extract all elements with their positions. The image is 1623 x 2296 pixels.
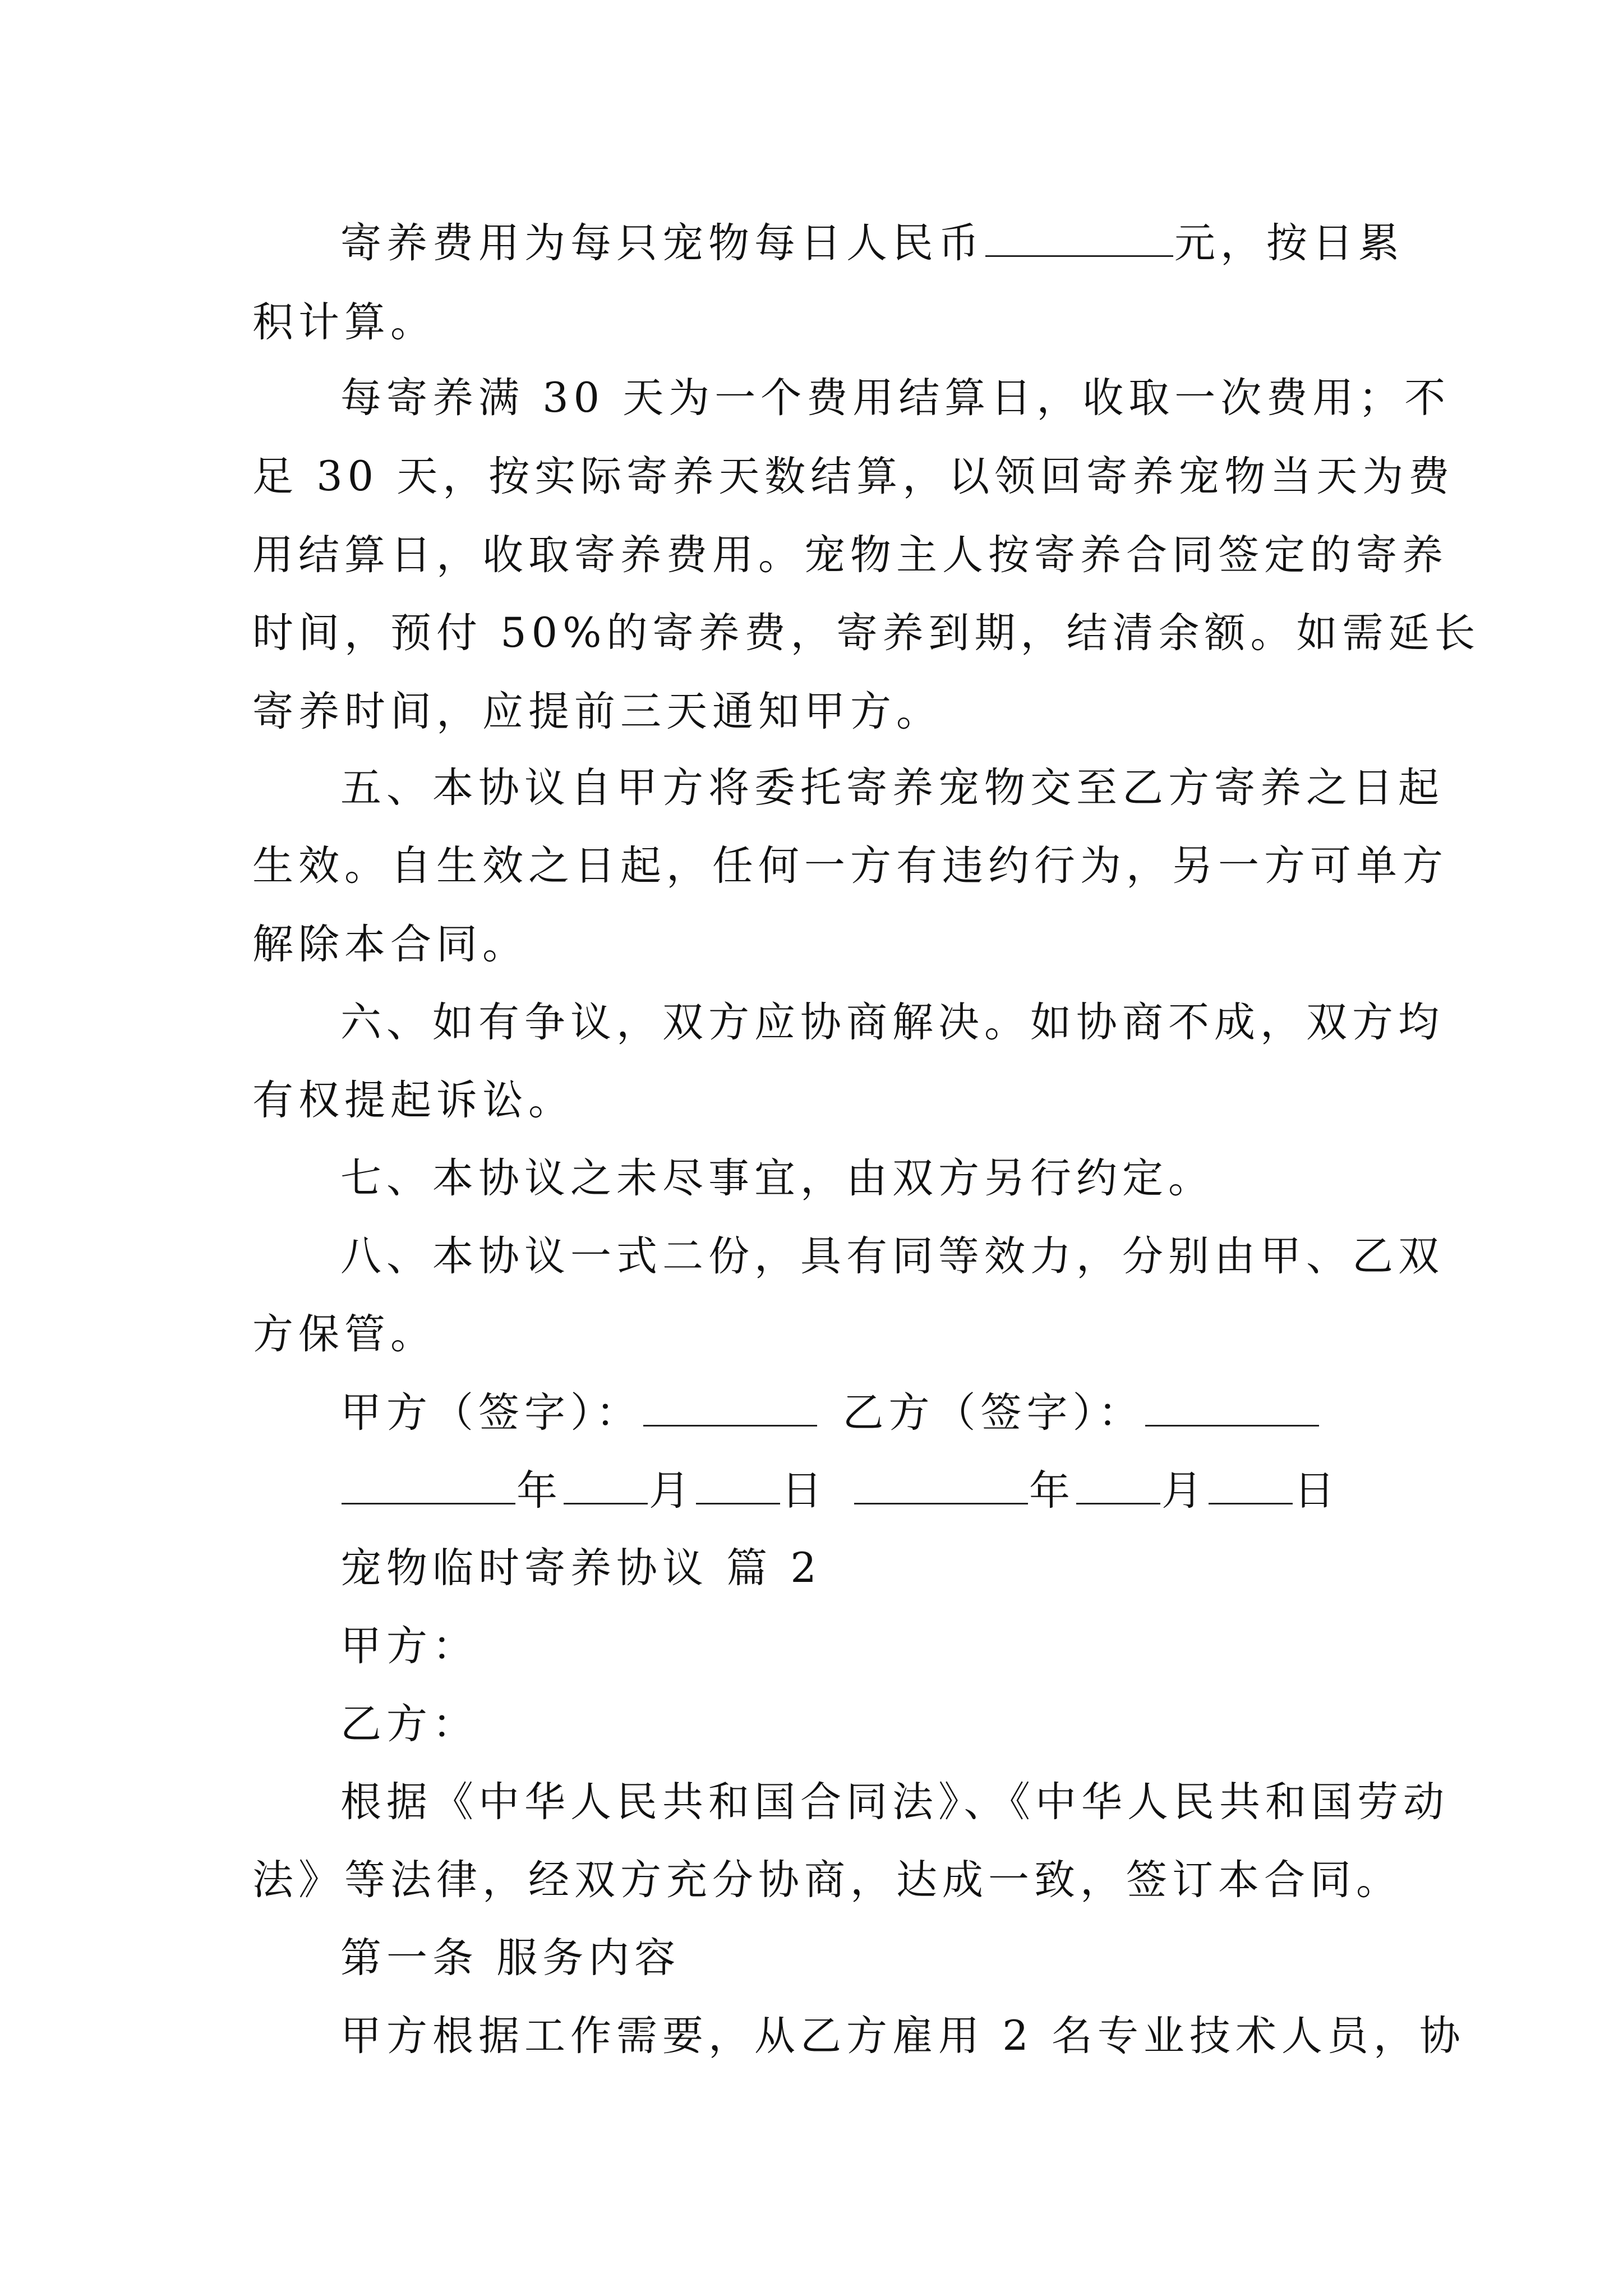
clause-6-line-2: 有权提起诉讼。 (252, 1076, 574, 1124)
party-a-month-blank (564, 1468, 648, 1504)
party-a-day-label: 日 (781, 1467, 827, 1515)
party-a-day-blank (696, 1468, 780, 1504)
party-b-day-label: 日 (1294, 1467, 1340, 1515)
fee-rate-text: 寄养费用为每只宠物每日人民币 (340, 219, 984, 267)
section-2-heading: 宠物临时寄养协议 篇 2 (340, 1544, 822, 1592)
party-a-label: 甲方： (340, 1622, 478, 1670)
fee-rate-suffix: 元，按日累 (1174, 219, 1404, 267)
clause-5-line-3: 解除本合同。 (252, 921, 528, 968)
party-a-year-label: 年 (517, 1467, 562, 1515)
clause-6-line-1: 六、如有争议，双方应协商解决。如协商不成，双方均 (340, 999, 1444, 1046)
signature-line (340, 1385, 1320, 1441)
settlement-line-2: 足 30 天，按实际寄养天数结算，以领回寄养宠物当天为费 (252, 453, 1455, 500)
party-b-month-blank (1076, 1468, 1160, 1504)
party-b-year-label: 年 (1029, 1467, 1075, 1515)
fee-amount-blank (985, 220, 1173, 257)
basis-line-2: 法》等法律，经双方充分协商，达成一致，签订本合同。 (252, 1856, 1402, 1904)
party-b-label: 乙方： (340, 1700, 478, 1748)
article-1-title: 第一条 服务内容 (340, 1934, 681, 1982)
party-a-year-blank (342, 1468, 515, 1504)
party-b-month-label: 月 (1161, 1467, 1207, 1515)
party-b-day-blank (1209, 1468, 1293, 1504)
party-a-sign-label: 甲方（签字）： (340, 1389, 642, 1437)
party-b-year-blank (854, 1468, 1028, 1504)
settlement-line-1: 每寄养满 30 天为一个费用结算日，收取一次费用；不 (340, 374, 1451, 422)
clause-8-line-2: 方保管。 (252, 1310, 436, 1358)
settlement-line-5: 寄养时间，应提前三天通知甲方。 (252, 688, 942, 735)
fee-rate-line-2: 积计算。 (252, 298, 436, 346)
party-a-month-label: 月 (649, 1467, 695, 1515)
article-1-line-1: 甲方根据工作需要，从乙方雇用 2 名专业技术人员，协 (340, 2012, 1465, 2060)
clause-5-line-2: 生效。自生效之日起，任何一方有违约行为，另一方可单方 (252, 842, 1448, 890)
date-line (340, 1463, 1340, 1519)
clause-7-line-1: 七、本协议之未尽事宜，由双方另行约定。 (340, 1154, 1214, 1202)
settlement-line-4: 时间，预付 50%的寄养费，寄养到期，结清余额。如需延长 (252, 609, 1481, 657)
party-b-sign-label: 乙方（签字）： (842, 1389, 1144, 1437)
party-b-sign-blank (1145, 1390, 1319, 1427)
fee-rate-line-1 (340, 215, 1404, 272)
clause-5-line-1: 五、本协议自甲方将委托寄养宠物交至乙方寄养之日起 (340, 764, 1444, 812)
basis-line-1: 根据《中华人民共和国合同法》、《中华人民共和国劳动 (340, 1778, 1449, 1826)
settlement-line-3: 用结算日，收取寄养费用。宠物主人按寄养合同签定的寄养 (252, 531, 1448, 579)
party-a-sign-blank (643, 1390, 817, 1427)
clause-8-line-1: 八、本协议一式二份，具有同等效力，分别由甲、乙双 (340, 1232, 1444, 1280)
